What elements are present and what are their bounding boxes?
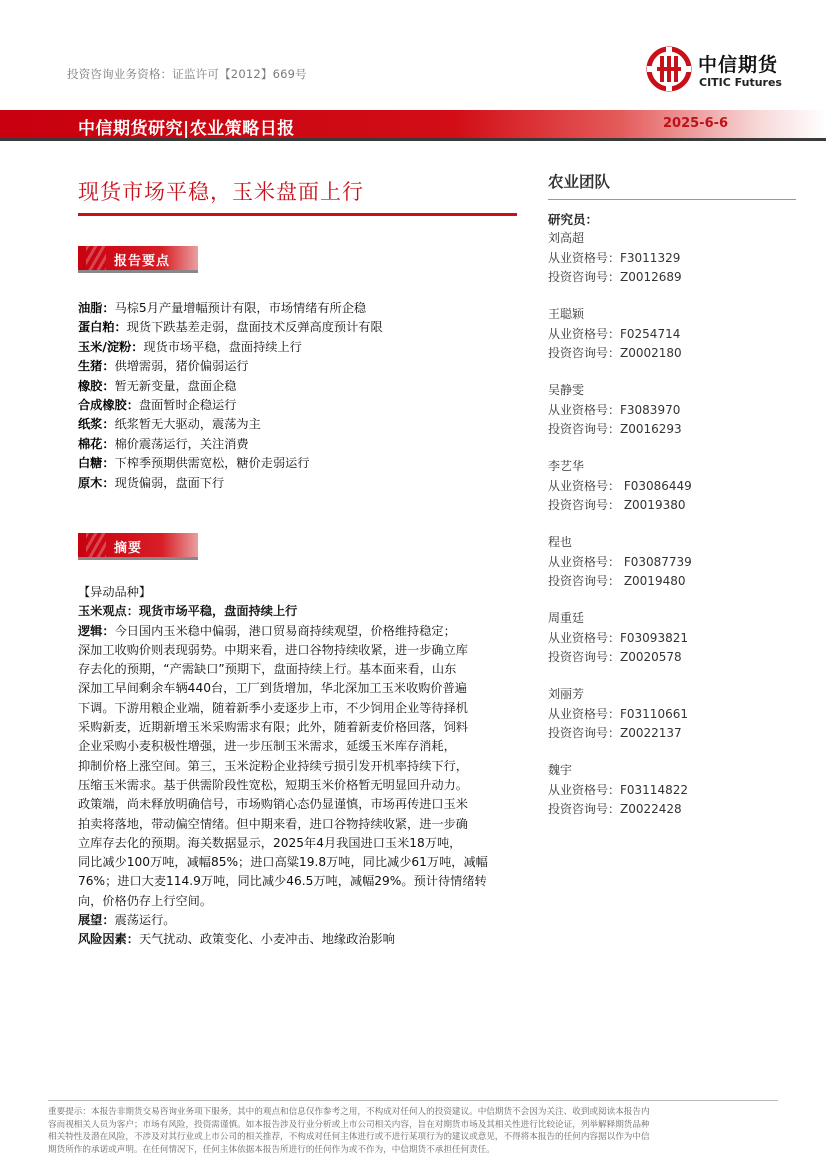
banner-title: 中信期货研究|农业策略日报 xyxy=(78,119,295,139)
logo-english-name: CITIC Futures xyxy=(699,76,782,89)
item-key: 白糖： xyxy=(78,456,115,471)
analyst-license: 从业资格号：F3011329 xyxy=(548,250,681,265)
logic-line: 企业采购小麦积极性增强，进一步压制玉米需求，延缓玉米库存消耗， xyxy=(78,739,456,754)
team-sidebar xyxy=(548,170,788,816)
category-label: 【异动品种】 xyxy=(78,585,152,599)
item-value: 下榨季预期供需宽松，糖价走弱运行 xyxy=(114,456,310,471)
analyst-name: 王聪颖 xyxy=(548,307,585,321)
list-item xyxy=(78,377,518,396)
item-key: 原木： xyxy=(78,475,115,490)
analyst-consult: 投资咨询号：Z0002180 xyxy=(548,346,682,360)
analyst-name: 刘高超 xyxy=(548,231,585,245)
analyst-license: 从业资格号：F3083970 xyxy=(548,402,681,417)
researcher-label: 研究员： xyxy=(548,212,599,227)
analyst-consult: 投资咨询号：Z0020578 xyxy=(548,650,682,664)
analyst-entry xyxy=(548,305,682,364)
section-label: 摘要 xyxy=(114,541,143,556)
disclaimer-line: 重要提示：本报告非期货交易咨询业务项下服务，其中的观点和信息仅作参考之用，不构成对任何人的投资建议。中信期货不会因为关注、收到或阅读本报告内 xyxy=(48,1107,650,1117)
outlook-line xyxy=(78,911,518,930)
item-value: 供增需弱，猪价偏弱运行 xyxy=(114,359,249,374)
section-tag-shadow xyxy=(78,557,198,560)
item-value: 棉价震荡运行，关注消费 xyxy=(114,436,249,451)
citic-logo-icon xyxy=(646,46,692,92)
logic-key: 逻辑： xyxy=(78,623,115,638)
logic-line: 今日国内玉米稳中偏弱，港口贸易商持续观望，价格维持稳定； xyxy=(114,623,456,638)
logic-line: 存去化的预期，“产需缺口”预期下，盘面持续上行。基本面来看，山东 xyxy=(78,662,457,677)
analyst-consult: 投资咨询号： Z0019480 xyxy=(548,574,686,588)
analyst-consult: 投资咨询号：Z0012689 xyxy=(548,270,682,284)
item-value: 现货偏弱，盘面下行 xyxy=(114,475,225,490)
license-text: 投资咨询业务资格：证监许可【2012】669号 xyxy=(67,67,307,81)
summary-body xyxy=(78,583,518,950)
analyst-entry xyxy=(548,533,692,592)
analyst-entry xyxy=(548,457,692,516)
logic-line: 向，价格仍存上行空间。 xyxy=(78,893,213,908)
list-item xyxy=(78,396,518,415)
analyst-entry xyxy=(548,229,682,288)
team-divider xyxy=(548,199,796,200)
analyst-entry xyxy=(548,685,688,744)
outlook-value: 震荡运行。 xyxy=(114,913,176,928)
logic-line: 采购新麦，近期新增玉米采购需求有限；此外，随着新麦价格回落，饲料 xyxy=(78,720,468,735)
report-banner xyxy=(0,110,826,142)
analyst-consult: 投资咨询号：Z0016293 xyxy=(548,422,682,436)
team-title: 农业团队 xyxy=(548,173,611,191)
logic-line: 抑制价格上涨空间。第三，玉米淀粉企业持续亏损引发开机率持续下行， xyxy=(78,758,468,773)
list-item xyxy=(78,318,518,337)
risk-key: 风险因素： xyxy=(78,932,139,947)
list-item xyxy=(78,299,518,318)
item-key: 棉花： xyxy=(78,436,115,451)
analyst-consult: 投资咨询号： Z0019380 xyxy=(548,498,686,512)
analyst-name: 刘丽芳 xyxy=(548,687,585,701)
analyst-name: 魏宇 xyxy=(548,763,573,777)
analyst-license: 从业资格号：F0254714 xyxy=(548,326,681,341)
item-value: 纸浆暂无大驱动，震荡为主 xyxy=(114,417,261,432)
item-key: 玉米/淀粉： xyxy=(78,339,144,354)
item-key: 蛋白粕： xyxy=(78,320,127,335)
list-item xyxy=(78,415,518,434)
item-key: 合成橡胶： xyxy=(78,398,139,413)
analyst-name: 周重廷 xyxy=(548,611,585,625)
section-tag-shadow xyxy=(78,270,198,273)
logic-line: 立库存去化的预期。海关数据显示，2025年4月我国进口玉米18万吨， xyxy=(78,835,462,850)
analyst-license: 从业资格号：F03110661 xyxy=(548,706,688,721)
analyst-consult: 投资咨询号：Z0022428 xyxy=(548,802,682,816)
risk-value: 天气扰动、政策变化、小麦冲击、地缘政治影响 xyxy=(138,932,395,947)
logic-line: 拍卖将落地，带动偏空情绪。但中期来看，进口谷物持续收紧，进一步确 xyxy=(78,816,468,831)
analyst-entry xyxy=(548,381,682,440)
item-value: 现货下跌基差走弱，盘面技术反弹高度预计有限 xyxy=(126,320,383,335)
page-title: 现货市场平稳，玉米盘面上行 xyxy=(78,180,364,204)
section-tag-stripe xyxy=(86,533,106,557)
list-item xyxy=(78,338,518,357)
report-date: 2025-6-6 xyxy=(663,116,729,131)
key-points-list xyxy=(78,299,518,493)
logic-first-line xyxy=(78,622,518,641)
footer-divider xyxy=(48,1100,778,1101)
analyst-entry xyxy=(548,609,688,668)
citic-futures-logo xyxy=(646,46,806,96)
analyst-license: 从业资格号：F03093821 xyxy=(548,630,688,645)
item-value: 暂无新变量，盘面企稳 xyxy=(114,378,237,393)
section-label: 报告要点 xyxy=(114,254,171,269)
analyst-entry xyxy=(548,761,688,820)
item-value: 现货市场平稳，盘面持续上行 xyxy=(143,339,302,354)
list-item xyxy=(78,474,518,493)
item-key: 纸浆： xyxy=(78,417,115,432)
disclaimer xyxy=(48,1106,780,1156)
disclaimer-line: 相关特性及潜在风险，不涉及对其行业或上市公司的相关推荐，不构成对任何主体进行或不进行某项行为的建议或意见，不得将本报告的任何内容据以作为中信 xyxy=(48,1132,650,1143)
title-divider xyxy=(78,213,517,216)
item-value: 马棕5月产量增幅预计有限，市场情绪有所企稳 xyxy=(114,301,367,315)
list-item xyxy=(78,357,518,376)
logic-line: 下调。下游用粮企业端，随着新季小麦逐步上市，不少饲用企业等待择机 xyxy=(78,700,468,715)
outlook-key: 展望： xyxy=(78,913,115,928)
disclaimer-line: 期货所作的承诺或声明。在任何情况下，任何主体依据本报告所进行的任何作为或不作为，中信期货不承担任何责任。 xyxy=(48,1144,495,1155)
item-key: 油脂： xyxy=(78,301,115,315)
logic-line: 同比减少100万吨，减幅85%；进口高粱19.8万吨，同比减少61万吨，减幅 xyxy=(78,855,488,870)
analyst-license: 从业资格号： F03086449 xyxy=(548,478,692,493)
logic-line: 压缩玉米需求。基于供需阶段性宽松，短期玉米价格暂无明显回升动力。 xyxy=(78,777,468,792)
logic-line: 政策端，尚未释放明确信号，市场购销心态仍显谨慎，市场再传进口玉米 xyxy=(78,797,468,812)
analyst-name: 吴静雯 xyxy=(548,383,585,397)
analyst-license: 从业资格号： F03087739 xyxy=(548,554,692,569)
logic-line: 深加工早间剩余车辆440台，工厂到货增加，华北深加工玉米收购价普遍 xyxy=(78,681,467,696)
analyst-name: 程也 xyxy=(548,535,573,549)
list-item xyxy=(78,435,518,454)
disclaimer-line: 容而视相关人员为客户；市场有风险，投资需谨慎。如本报告涉及行业分析或上市公司相关内容，旨在对期货市场及其相关性进行比较论证，列举解释期货品种 xyxy=(48,1119,650,1130)
logic-line: 深加工收购价则表现弱势。中期来看，进口谷物持续收紧，进一步确立库 xyxy=(78,642,468,657)
analyst-name: 李艺华 xyxy=(548,459,585,473)
item-key: 橡胶： xyxy=(78,378,115,393)
view-line: 玉米观点：现货市场平稳，盘面持续上行 xyxy=(78,604,298,619)
item-key: 生猪： xyxy=(78,359,115,374)
analyst-license: 从业资格号：F03114822 xyxy=(548,782,688,797)
item-value: 盘面暂时企稳运行 xyxy=(138,398,237,413)
risk-line xyxy=(78,930,518,949)
list-item xyxy=(78,454,518,473)
logic-line: 76%；进口大麦114.9万吨，同比减少46.5万吨，减幅29%。预计待情绪转 xyxy=(78,874,487,889)
section-tag-stripe xyxy=(86,246,106,270)
logo-chinese-name: 中信期货 xyxy=(698,54,779,76)
analyst-consult: 投资咨询号：Z0022137 xyxy=(548,726,682,740)
